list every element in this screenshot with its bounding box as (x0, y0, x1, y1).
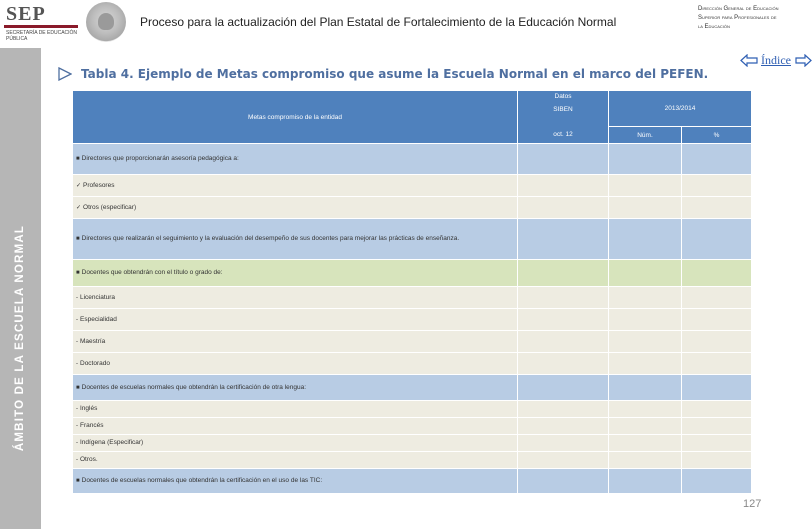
goal-label-cell (73, 401, 518, 418)
table-row (73, 469, 752, 494)
goal-label-cell (73, 287, 518, 309)
num-value-cell[interactable] (609, 219, 682, 260)
num-value-cell[interactable] (609, 175, 682, 197)
goal-text: Otros. (80, 456, 98, 463)
siben-value-cell[interactable] (518, 287, 609, 309)
siben-value-cell[interactable] (518, 452, 609, 469)
goal-label-cell (73, 435, 518, 452)
bullet-icon: ■ (76, 270, 80, 276)
goal-text: Docentes que obtendrán con el título o grado de: (81, 269, 223, 276)
num-value-cell[interactable] (609, 418, 682, 435)
goal-text: Profesores (83, 181, 115, 189)
siben-value-cell[interactable] (518, 197, 609, 219)
table-row (73, 175, 752, 197)
header-datos-label: Datos (554, 92, 572, 100)
pct-value-cell[interactable] (682, 401, 752, 418)
pct-value-cell[interactable] (682, 331, 752, 353)
document-title: Proceso para la actualización del Plan Estatal de Fortalecimiento de la Educación Normal (140, 15, 617, 29)
goal-text: Francés (80, 422, 104, 429)
header-goals: Metas compromiso de la entidad (73, 91, 518, 144)
num-value-cell[interactable] (609, 469, 682, 494)
table-row (73, 375, 752, 401)
siben-value-cell[interactable] (518, 144, 609, 175)
siben-value-cell[interactable] (518, 435, 609, 452)
num-value-cell[interactable] (609, 435, 682, 452)
bullet-icon: - (76, 294, 78, 301)
sep-logo (2, 3, 80, 45)
siben-value-cell[interactable] (518, 401, 609, 418)
num-value-cell[interactable] (609, 452, 682, 469)
num-value-cell[interactable] (609, 375, 682, 401)
national-seal-icon (86, 2, 126, 42)
table-row (73, 452, 752, 469)
num-value-cell[interactable] (609, 287, 682, 309)
goal-text: Doctorado (80, 359, 110, 367)
pct-value-cell[interactable] (682, 375, 752, 401)
bullet-icon: - (76, 360, 78, 367)
header-siben-label: SIBEN (553, 105, 573, 113)
page-header (0, 0, 812, 48)
header-datos (518, 91, 609, 115)
num-value-cell[interactable] (609, 353, 682, 375)
num-value-cell[interactable] (609, 401, 682, 418)
bullet-icon: - (76, 440, 78, 446)
sidebar-section-label: ÁMBITO DE LA ESCUELA NORMAL (14, 224, 26, 452)
bullet-icon: - (76, 316, 78, 323)
page-number: 127 (743, 498, 762, 510)
department-line-1: Dirección General de Educación (698, 6, 779, 12)
goal-text: Licenciatura (80, 293, 116, 301)
sep-logo-text: SEP (6, 3, 46, 25)
goal-text: Maestría (80, 337, 106, 345)
previous-arrow-icon[interactable] (740, 54, 758, 67)
bullet-icon: ■ (76, 236, 80, 242)
next-arrow-icon[interactable] (795, 54, 812, 67)
pct-value-cell[interactable] (682, 219, 752, 260)
goal-label-cell (73, 197, 518, 219)
goal-text: Docentes de escuelas normales que obtendrán la certificación en el uso de las TIC: (81, 477, 323, 484)
play-bullet-icon (58, 67, 72, 81)
goal-label-cell (73, 260, 518, 287)
siben-value-cell[interactable] (518, 469, 609, 494)
bullet-icon: - (76, 406, 78, 412)
siben-value-cell[interactable] (518, 309, 609, 331)
goal-label-cell (73, 418, 518, 435)
header-pct: % (682, 127, 752, 144)
header-datos-spacer (518, 115, 609, 127)
siben-value-cell[interactable] (518, 418, 609, 435)
table-title: Tabla 4. Ejemplo de Metas compromiso que asume la Escuela Normal en el marco del PEFEN. (81, 67, 709, 81)
pct-value-cell[interactable] (682, 175, 752, 197)
table-row (73, 260, 752, 287)
bullet-icon: - (76, 457, 78, 463)
goals-table-body (73, 144, 752, 494)
siben-value-cell[interactable] (518, 260, 609, 287)
table-row (73, 219, 752, 260)
num-value-cell[interactable] (609, 331, 682, 353)
bullet-icon: - (76, 338, 78, 345)
index-link[interactable]: Índice (761, 53, 791, 67)
pct-value-cell[interactable] (682, 287, 752, 309)
num-value-cell[interactable] (609, 260, 682, 287)
siben-value-cell[interactable] (518, 375, 609, 401)
num-value-cell[interactable] (609, 309, 682, 331)
index-nav (740, 53, 812, 69)
goal-text: Inglés (80, 405, 98, 412)
table-row (73, 353, 752, 375)
num-value-cell[interactable] (609, 197, 682, 219)
goal-label-cell (73, 353, 518, 375)
siben-value-cell[interactable] (518, 331, 609, 353)
header-oct: oct. 12 (518, 127, 609, 144)
pct-value-cell[interactable] (682, 353, 752, 375)
department-line-2: Superior para Profesionales de (698, 15, 777, 21)
goal-text: Directores que proporcionarán asesoría pedagógica a: (81, 155, 239, 162)
goals-table (72, 90, 752, 494)
table-row (73, 309, 752, 331)
goal-label-cell (73, 175, 518, 197)
pct-value-cell[interactable] (682, 435, 752, 452)
bullet-icon: ✓ (76, 204, 82, 211)
table-row (73, 401, 752, 418)
bullet-icon: ✓ (76, 182, 82, 189)
pct-value-cell[interactable] (682, 197, 752, 219)
goal-text: Indígena (Especificar) (80, 439, 144, 446)
goal-label-cell (73, 469, 518, 494)
department-line-3: la Educación (698, 24, 730, 30)
sep-logo-subtitle: SECRETARÍA DE EDUCACIÓN PÚBLICA (6, 30, 78, 42)
pct-value-cell[interactable] (682, 144, 752, 175)
department-name (698, 5, 806, 32)
table-row (73, 144, 752, 175)
num-value-cell[interactable] (609, 144, 682, 175)
logo-bar (4, 25, 78, 28)
bullet-icon: ■ (76, 156, 80, 162)
goal-text: Docentes de escuelas normales que obtendrán la certificación de otra lengua: (81, 383, 307, 391)
header-num: Núm. (609, 127, 682, 144)
table-row (73, 331, 752, 353)
goal-label-cell (73, 331, 518, 353)
pct-value-cell[interactable] (682, 452, 752, 469)
bullet-icon: ■ (76, 384, 80, 391)
bullet-icon: ■ (76, 478, 80, 484)
goal-label-cell (73, 144, 518, 175)
pct-value-cell[interactable] (682, 260, 752, 287)
goal-text: Directores que realizarán el seguimiento y la evaluación del desempeño de sus docentes para mejorar las prácticas de enseñanza. (81, 235, 460, 242)
goal-label-cell (73, 452, 518, 469)
table-row (73, 418, 752, 435)
siben-value-cell[interactable] (518, 175, 609, 197)
header-year: 2013/2014 (609, 91, 752, 127)
goal-label-cell (73, 219, 518, 260)
sidebar (0, 48, 41, 529)
goal-text: Especialidad (80, 315, 117, 323)
table-row (73, 287, 752, 309)
siben-value-cell[interactable] (518, 353, 609, 375)
pct-value-cell[interactable] (682, 418, 752, 435)
pct-value-cell[interactable] (682, 469, 752, 494)
table-row (73, 435, 752, 452)
goal-label-cell (73, 375, 518, 401)
table-row (73, 197, 752, 219)
goal-text: Otros (especificar) (83, 203, 137, 211)
goal-label-cell (73, 309, 518, 331)
pct-value-cell[interactable] (682, 309, 752, 331)
siben-value-cell[interactable] (518, 219, 609, 260)
bullet-icon: - (76, 423, 78, 429)
